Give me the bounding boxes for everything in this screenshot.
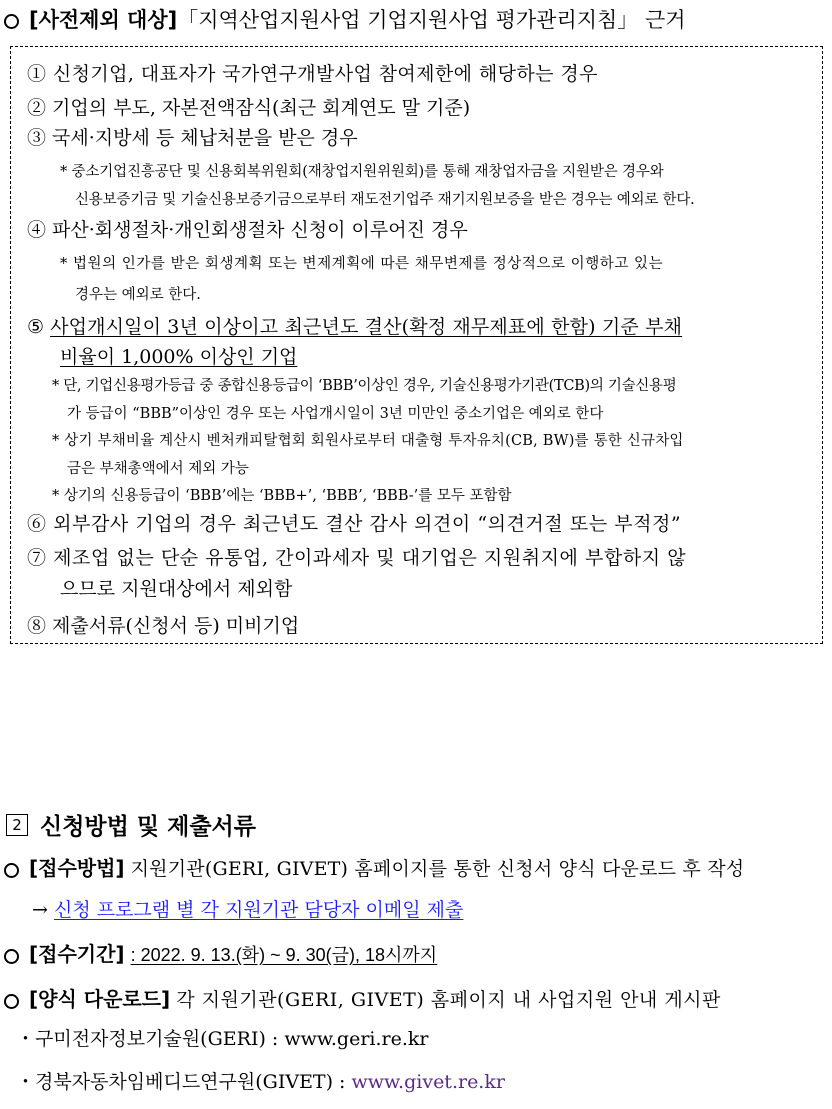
download-label: [양식 다운로드] <box>29 987 171 1011</box>
exclusion-note-5a-1: * 단, 기업신용평가등급 중 종합신용등급이 ‘BBB’이상인 경우, 기술신용평가기관(TCB)의 기술신용평 <box>52 378 677 394</box>
exclusion-heading <box>4 4 686 34</box>
item-5-number: ⑤ <box>27 316 45 338</box>
arrow-icon: → <box>32 899 48 921</box>
method-link-row <box>32 895 463 922</box>
exclusion-note-3b: 신용보증기금 및 기술신용보증기금으로부터 재도전기업주 재기지원보증을 받은 경우는 예외로 한다. <box>75 192 695 208</box>
exclusion-note-4b: 경우는 예외로 한다. <box>75 287 201 303</box>
download-text: 각 지원기관(GERI, GIVET) 홈페이지 내 사업지원 안내 게시판 <box>176 989 721 1011</box>
exclusion-note-3a: * 중소기업진흥공단 및 신용회복위원회(재창업지원위원회)를 통해 재창업자금을 지원받은 경우와 <box>60 164 664 180</box>
exclusion-item-7a: ⑦ 제조업 없는 단순 유통업, 간이과세자 및 대기업은 지원취지에 부합하지 않 <box>27 547 687 569</box>
exclusion-item-2: ② 기업의 부도, 자본전액잠식(최근 회계연도 말 기준) <box>27 97 471 119</box>
circle-bullet-icon <box>4 949 19 964</box>
exclusion-item-4: ④ 파산·회생절차·개인회생절차 신청이 이루어진 경우 <box>27 219 468 241</box>
item-5-line-1: 사업개시일이 3년 이상이고 최근년도 결산(확정 재무제표에 한함) 기준 부채 <box>50 316 683 338</box>
section-2-heading <box>6 808 256 841</box>
method-text: 지원기관(GERI, GIVET) 홈페이지를 통한 신청서 양식 다운로드 후 작성 <box>130 858 745 880</box>
exclusion-item-3: ③ 국세·지방세 등 체납처분을 받은 경우 <box>27 127 358 149</box>
method-link[interactable]: 신청 프로그램 별 각 지원기관 담당자 이메일 제출 <box>53 899 464 921</box>
exclusion-note-5b-2: 금은 부채총액에서 제외 가능 <box>67 461 249 477</box>
circle-bullet-icon <box>4 14 19 29</box>
exclusion-item-7b: 으므로 지원대상에서 제외함 <box>60 578 293 600</box>
section-2-title: 신청방법 및 제출서류 <box>40 814 256 840</box>
period-text: : 2022. 9. 13.(화) ~ 9. 30(금), 18시까지 <box>130 945 438 965</box>
section-number-box: 2 <box>6 814 28 836</box>
exclusion-basis: 「지역산업지원사업 기업지원사업 평가관리지침」 근거 <box>177 8 686 32</box>
method-label: [접수방법] <box>29 856 125 880</box>
exclusion-note-5c: * 상기의 신용등급이 ‘BBB’에는 ‘BBB+’, ‘BBB’, ‘BBB-’를 모두 포함함 <box>52 488 512 504</box>
exclusion-note-5b-1: * 상기 부채비율 계산시 벤처캐피탈협회 회원사로부터 대출형 투자유치(CB, BW)를 통한 신규차입 <box>52 433 684 449</box>
period-label: [접수기간] <box>29 942 125 966</box>
exclusion-item-6: ⑥ 외부감사 기업의 경우 최근년도 결산 감사 의견이 “의견거절 또는 부적정” <box>27 513 682 535</box>
period-row <box>4 938 437 967</box>
exclusion-label: [사전제외 대상] <box>29 8 178 32</box>
circle-bullet-icon <box>4 994 19 1009</box>
givet-label: ・경북자동차임베디드연구원(GIVET) : <box>16 1071 352 1093</box>
item-5-line-2: 비율이 1,000% 이상인 기업 <box>60 346 298 368</box>
exclusion-note-5a-2: 가 등급이 “BBB”이상인 경우 또는 사업개시일이 3년 미만인 중소기업은 예외로 한다 <box>67 406 604 422</box>
givet-row <box>16 1067 505 1094</box>
geri-row: ・구미전자정보기술원(GERI) : www.geri.re.kr <box>16 1028 429 1050</box>
method-row <box>4 852 744 881</box>
exclusion-item-1: ① 신청기업, 대표자가 국가연구개발사업 참여제한에 해당하는 경우 <box>27 63 598 85</box>
exclusion-note-4a: * 법원의 인가를 받은 회생계획 또는 변제계획에 따른 채무변제를 정상적으로 이행하고 있는 <box>60 256 664 272</box>
givet-link[interactable]: www.givet.re.kr <box>351 1071 505 1093</box>
download-row <box>4 983 721 1012</box>
exclusion-item-8: ⑧ 제출서류(신청서 등) 미비기업 <box>27 615 300 637</box>
circle-bullet-icon <box>4 863 19 878</box>
exclusion-item-5 <box>27 312 682 339</box>
